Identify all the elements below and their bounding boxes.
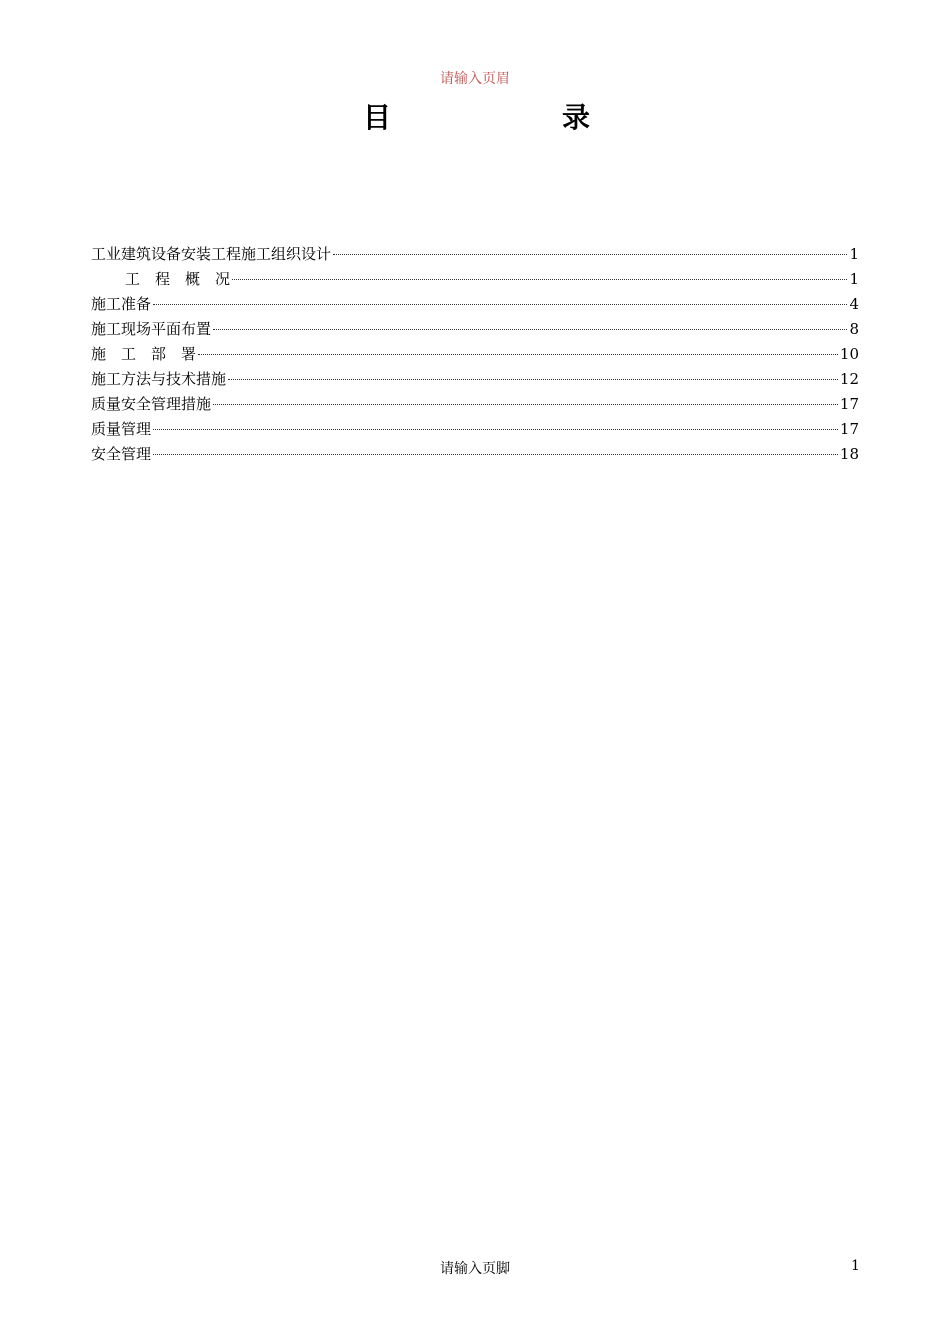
- toc-entry-page: 1: [849, 245, 859, 263]
- toc-entry-page: 1: [849, 270, 859, 288]
- toc-entry-label: 安全管理: [91, 445, 152, 463]
- toc-entry[interactable]: [91, 317, 859, 342]
- toc-entry-page: 10: [839, 345, 859, 363]
- toc-leader: [232, 279, 847, 280]
- toc-entry[interactable]: [91, 267, 859, 292]
- toc-entry-page: 8: [849, 320, 859, 338]
- toc-leader: [333, 254, 847, 255]
- toc-leader: [153, 304, 847, 305]
- toc-entry[interactable]: [91, 242, 859, 267]
- toc-entry-page: 17: [839, 420, 859, 438]
- toc-entry[interactable]: [91, 367, 859, 392]
- toc-title: [0, 96, 950, 136]
- toc-entry-page: 12: [839, 370, 859, 388]
- toc-entry[interactable]: [91, 342, 859, 367]
- toc-entry[interactable]: [91, 292, 859, 317]
- toc-entry-label: 工业建筑设备安装工程施工组织设计: [91, 245, 332, 263]
- toc-entry-page: 17: [839, 395, 859, 413]
- toc-list: [91, 242, 859, 467]
- toc-entry-page: 18: [839, 445, 859, 463]
- toc-leader: [198, 354, 838, 355]
- toc-entry-label: 施工方法与技术措施: [91, 370, 227, 388]
- page-footer: 请输入页脚: [440, 1261, 510, 1277]
- toc-entry-label: 质量管理: [91, 420, 152, 438]
- toc-entry[interactable]: [91, 392, 859, 417]
- toc-leader: [213, 404, 838, 405]
- toc-entry-label: 施 工 部 署: [91, 345, 197, 363]
- toc-entry-label: 工 程 概 况: [125, 270, 231, 288]
- toc-title-part2: 录: [562, 101, 591, 134]
- toc-entry[interactable]: [91, 442, 859, 467]
- page-header: 请输入页眉: [440, 71, 510, 87]
- toc-entry-label: 施工现场平面布置: [91, 320, 212, 338]
- toc-entry-label: 施工准备: [91, 295, 152, 313]
- toc-entry[interactable]: [91, 417, 859, 442]
- toc-leader: [153, 454, 838, 455]
- toc-leader: [153, 429, 838, 430]
- page-number: 1: [851, 1258, 860, 1274]
- toc-leader: [213, 329, 847, 330]
- toc-leader: [228, 379, 838, 380]
- toc-entry-page: 4: [849, 295, 859, 313]
- toc-entry-label: 质量安全管理措施: [91, 395, 212, 413]
- toc-title-part1: 目: [363, 101, 392, 134]
